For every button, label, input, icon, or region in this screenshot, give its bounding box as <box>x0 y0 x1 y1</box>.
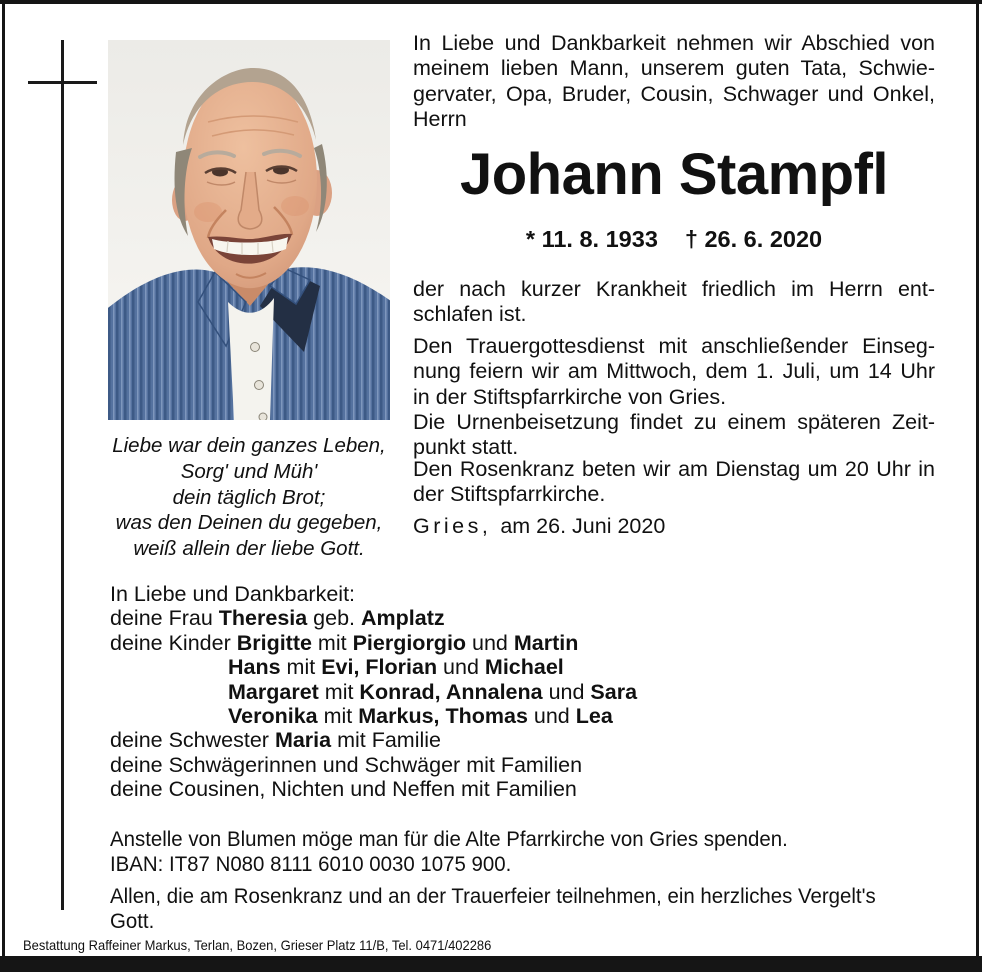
life-dates <box>413 226 935 253</box>
rosary-paragraph: Den Rosenkranz beten wir am Dienstag um 20 Uhr in der Stiftspfarrkirche. <box>413 457 935 507</box>
family-line: Margaret mit Konrad, Annalena und Sara <box>228 679 638 704</box>
family-heading: In Liebe und Dankbarkeit: <box>110 582 356 606</box>
frame-border-bottom <box>0 956 982 972</box>
family-line: deine Frau Theresia geb. Amplatz <box>110 606 445 631</box>
frame-border-top <box>0 0 982 4</box>
cross-icon <box>28 81 97 84</box>
birth-date: * 11. 8. 1933 <box>525 226 658 252</box>
death-paragraph: der nach kurzer Krankheit friedlich im Herrn ent- schlafen ist. <box>413 277 935 327</box>
family-list <box>110 582 830 802</box>
funeral-home-info: Bestattung Raffeiner Markus, Terlan, Bozen, Grieser Platz 11/B, Tel. 0471/402286 <box>23 938 492 953</box>
thanks-note: Allen, die am Rosenkranz und an der Trauerfeier teilnehmen, ein herzliches Vergelt's Gott. <box>110 884 876 934</box>
cross-icon <box>61 40 64 910</box>
death-date: † 26. 6. 2020 <box>684 226 823 252</box>
family-line: Hans mit Evi, Florian und Michael <box>228 655 564 680</box>
portrait-illustration <box>108 40 390 420</box>
family-line: deine Kinder Brigitte mit Piergiorgio und Martin <box>110 630 579 655</box>
frame-border-right <box>976 2 979 970</box>
dateline-date: am 26. Juni 2020 <box>500 514 666 538</box>
family-line: deine Schwester Maria mit Familie <box>110 728 442 753</box>
dateline <box>413 514 665 539</box>
intro-paragraph: In Liebe und Dankbarkeit nehmen wir Abschied von meinem lieben Mann, unserem guten Tata, Schwie- gervater, Opa, Bruder, Cousin, Schwager und Onkel, Herrn <box>413 31 935 131</box>
family-line: deine Cousinen, Nichten und Neffen mit Familien <box>110 777 577 802</box>
family-line: Veronika mit Markus, Thomas und Lea <box>228 704 613 729</box>
dateline-place: Gries, <box>413 514 492 538</box>
memorial-poem: Liebe war dein ganzes Leben, Sorg' und Müh' dein täglich Brot; was den Deinen du gegeben, weiß allein der liebe Gott. <box>112 434 386 561</box>
deceased-name: Johann Stampfl <box>459 142 889 207</box>
donation-note: Anstelle von Blumen möge man für die Alte Pfarrkirche von Gries spenden. IBAN: IT87 N080 8111 6010 0030 1075 900. <box>110 827 788 877</box>
portrait-photo <box>108 40 390 420</box>
service-paragraph: Den Trauergottesdienst mit anschließender Einseg- nung feiern wir am Mittwoch, dem 1. Juli, um 14 Uhr in der Stiftspfarrkirche von Gries. Die Urnenbeisetzung findet zu einem späteren Zeit- punkt statt. <box>413 334 935 460</box>
family-line: deine Schwägerinnen und Schwäger mit Familien <box>110 752 583 777</box>
frame-border-left <box>2 2 5 970</box>
